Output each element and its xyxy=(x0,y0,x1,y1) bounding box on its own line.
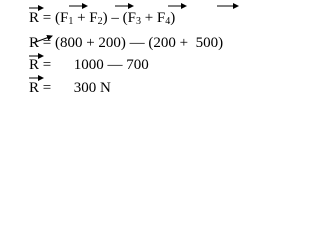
formula-line-1-end: ) xyxy=(170,10,176,26)
vector-sum-formula xyxy=(0,0,260,102)
formula-line-1-part-2: + F xyxy=(73,10,98,26)
formula-line-1-part-3: ) – (F xyxy=(102,10,136,26)
formula-line-4: R = 300 N xyxy=(29,80,111,96)
formula-line-1-part-4: + F xyxy=(140,10,166,26)
subscript-3: 3 xyxy=(135,16,141,27)
formula-line-1-start: R = (F xyxy=(29,10,69,26)
subscript-2: 2 xyxy=(97,16,103,27)
subscript-1: 1 xyxy=(68,16,74,27)
subscript-4: 4 xyxy=(165,16,171,27)
formula-line-2: R = (800 + 200) — (200 + 500) xyxy=(29,35,224,51)
formula-line-1 xyxy=(29,9,175,27)
formula-line-3: R = 1000 — 700 xyxy=(29,57,149,73)
